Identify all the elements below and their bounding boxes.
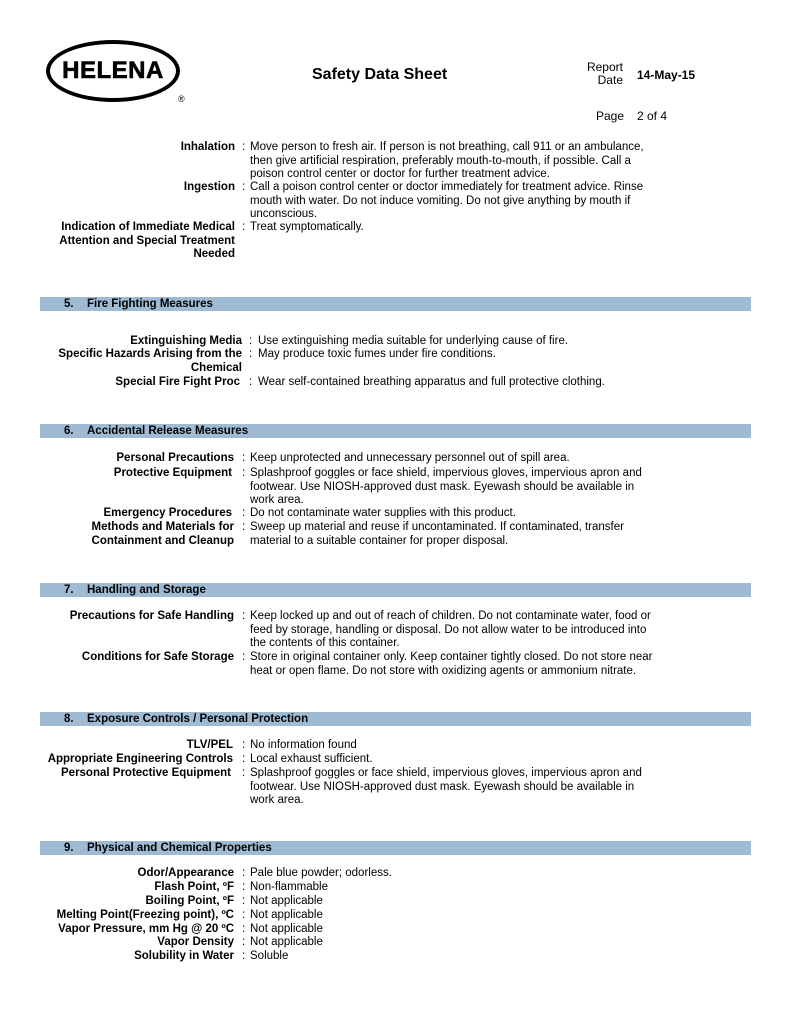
property-label: Melting Point(Freezing point), ºC <box>56 909 234 921</box>
colon: : <box>242 867 246 879</box>
text-line: Splashproof goggles or face shield, impervious gloves, impervious apron and <box>250 467 642 479</box>
section-title: Physical and Chemical Properties <box>87 842 272 854</box>
ppe-label: Personal Protective Equipment <box>61 767 231 779</box>
section-number: 9. <box>64 842 74 854</box>
colon: : <box>242 753 246 765</box>
section-number: 7. <box>64 584 74 596</box>
text-line: material to a suitable container for proper disposal. <box>250 534 509 547</box>
property-label: Vapor Pressure, mm Hg @ 20 ºC <box>58 923 234 935</box>
text-line: footwear. Use NIOSH-approved dust mask. Eyewash should be available in <box>250 780 635 793</box>
property-label: Vapor Density <box>157 936 234 948</box>
colon: : <box>242 221 246 233</box>
tlv-pel-value: No information found <box>250 739 357 751</box>
report-date-value: 14-May-15 <box>637 68 696 82</box>
fire-fight-proc-value: Wear self-contained breathing apparatus and full protective clothing. <box>258 376 605 388</box>
colon: : <box>242 181 246 193</box>
personal-precautions-value: Keep unprotected and unnecessary personnel out of spill area. <box>250 452 570 464</box>
extinguishing-media-value: Use extinguishing media suitable for underlying cause of fire. <box>258 335 569 347</box>
ingestion-value <box>250 181 643 222</box>
section-number: 5. <box>64 298 74 310</box>
registered-mark: ® <box>178 94 185 104</box>
tlv-pel-label: TLV/PEL <box>186 739 233 751</box>
methods-materials-label <box>0 521 234 548</box>
text-line: Keep locked up and out of reach of children. Do not contaminate water, food or <box>250 610 651 622</box>
section-title: Exposure Controls / Personal Protection <box>87 713 309 725</box>
colon: : <box>242 467 246 479</box>
property-value: Non-flammable <box>250 881 328 893</box>
colon: : <box>242 950 246 962</box>
text-line: then give artificial respiration, preferably mouth-to-mouth, if possible. Call a <box>250 154 631 167</box>
label-line: Attention and Special Treatment <box>59 234 235 247</box>
page-label: Page <box>596 109 625 123</box>
report-label-line1: Report <box>586 60 623 74</box>
personal-precautions-label: Personal Precautions <box>116 452 234 464</box>
colon: : <box>242 141 246 153</box>
colon: : <box>242 936 246 948</box>
text-line: footwear. Use NIOSH-approved dust mask. Eyewash should be available in <box>250 480 635 493</box>
text-line: Store in original container only. Keep container tightly closed. Do not store near <box>250 651 653 663</box>
section-7-header <box>40 583 751 597</box>
colon: : <box>242 507 246 519</box>
label-line: Methods and Materials for <box>91 521 234 533</box>
page-number: 2 of 4 <box>637 109 668 123</box>
emergency-procedures-label: Emergency Procedures <box>103 507 232 519</box>
text-line: Move person to fresh air. If person is not breathing, call 911 or an ambulance, <box>250 141 644 153</box>
colon: : <box>242 881 246 893</box>
text-line: feed by storage, handling or disposal. Do not allow water to be introduced into <box>250 623 647 636</box>
immediate-medical-value: Treat symptomatically. <box>250 221 364 233</box>
safe-storage-value <box>250 651 653 678</box>
section-number: 6. <box>64 425 74 437</box>
text-line: unconscious. <box>250 208 318 221</box>
property-value: Not applicable <box>250 895 323 907</box>
protective-equipment-value <box>250 467 642 508</box>
report-date-label <box>586 61 623 87</box>
methods-materials-value <box>250 521 624 548</box>
label-line: Needed <box>193 248 235 261</box>
property-value: Soluble <box>250 950 289 962</box>
specific-hazards-label <box>0 348 242 375</box>
colon: : <box>242 767 246 779</box>
engineering-controls-label: Appropriate Engineering Controls <box>47 753 233 765</box>
property-label: Solubility in Water <box>134 950 234 962</box>
label-line: Indication of Immediate Medical <box>61 221 235 233</box>
property-value: Not applicable <box>250 909 323 921</box>
ingestion-label: Ingestion <box>183 181 235 193</box>
property-label: Odor/Appearance <box>137 867 234 879</box>
ppe-value <box>250 767 642 808</box>
helena-logo <box>46 40 186 106</box>
label-line: Chemical <box>190 361 242 374</box>
text-line: Call a poison control center or doctor immediately for treatment advice. Rinse <box>250 181 644 193</box>
colon: : <box>242 739 246 751</box>
inhalation-value <box>250 141 644 182</box>
emergency-procedures-value: Do not contaminate water supplies with this product. <box>250 507 516 519</box>
safe-storage-label: Conditions for Safe Storage <box>81 651 234 663</box>
property-value: Pale blue powder; odorless. <box>250 867 392 879</box>
colon: : <box>242 610 246 622</box>
text-line: Splashproof goggles or face shield, impervious gloves, impervious apron and <box>250 767 642 779</box>
colon: : <box>249 348 253 360</box>
section-title: Fire Fighting Measures <box>87 298 213 310</box>
section-9-header <box>40 841 751 855</box>
logo-text: HELENA <box>62 57 164 84</box>
immediate-medical-label <box>0 221 235 262</box>
colon: : <box>249 376 253 388</box>
colon: : <box>242 895 246 907</box>
label-line: Containment and Cleanup <box>91 534 234 547</box>
inhalation-label: Inhalation <box>180 141 235 153</box>
text-line: poison control center or doctor for further treatment advice. <box>250 168 550 181</box>
section-6-header <box>40 424 751 438</box>
text-line: work area. <box>250 794 304 807</box>
text-line: heat or open flame. Do not store with oxidizing agents or ammonium nitrate. <box>250 664 637 677</box>
colon: : <box>242 923 246 935</box>
fire-fight-proc-label: Special Fire Fight Proc <box>115 376 240 388</box>
engineering-controls-value: Local exhaust sufficient. <box>250 753 373 765</box>
safe-handling-value <box>250 610 651 651</box>
safe-handling-label: Precautions for Safe Handling <box>69 610 234 622</box>
property-label: Flash Point, ºF <box>154 881 234 893</box>
colon: : <box>249 335 253 347</box>
section-title: Accidental Release Measures <box>87 425 249 437</box>
colon: : <box>242 651 246 663</box>
document-title: Safety Data Sheet <box>312 66 448 83</box>
section-number: 8. <box>64 713 74 725</box>
property-value: Not applicable <box>250 923 323 935</box>
colon: : <box>242 521 246 533</box>
section-5-header <box>40 297 751 311</box>
specific-hazards-value: May produce toxic fumes under fire conditions. <box>258 348 496 360</box>
property-value: Not applicable <box>250 936 323 948</box>
text-line: Sweep up material and reuse if uncontaminated. If contaminated, transfer <box>250 521 624 533</box>
protective-equipment-label: Protective Equipment <box>113 467 232 479</box>
text-line: the contents of this container. <box>250 637 400 650</box>
property-label: Boiling Point, ºF <box>145 895 234 907</box>
report-label-line2: Date <box>597 73 623 87</box>
text-line: work area. <box>250 494 304 507</box>
label-line: Specific Hazards Arising from the <box>58 348 242 360</box>
colon: : <box>242 909 246 921</box>
colon: : <box>242 452 246 464</box>
section-8-header <box>40 712 751 726</box>
extinguishing-media-label: Extinguishing Media <box>130 335 242 347</box>
text-line: mouth with water. Do not induce vomiting. Do not give anything by mouth if <box>250 194 631 207</box>
section-title: Handling and Storage <box>87 584 206 596</box>
